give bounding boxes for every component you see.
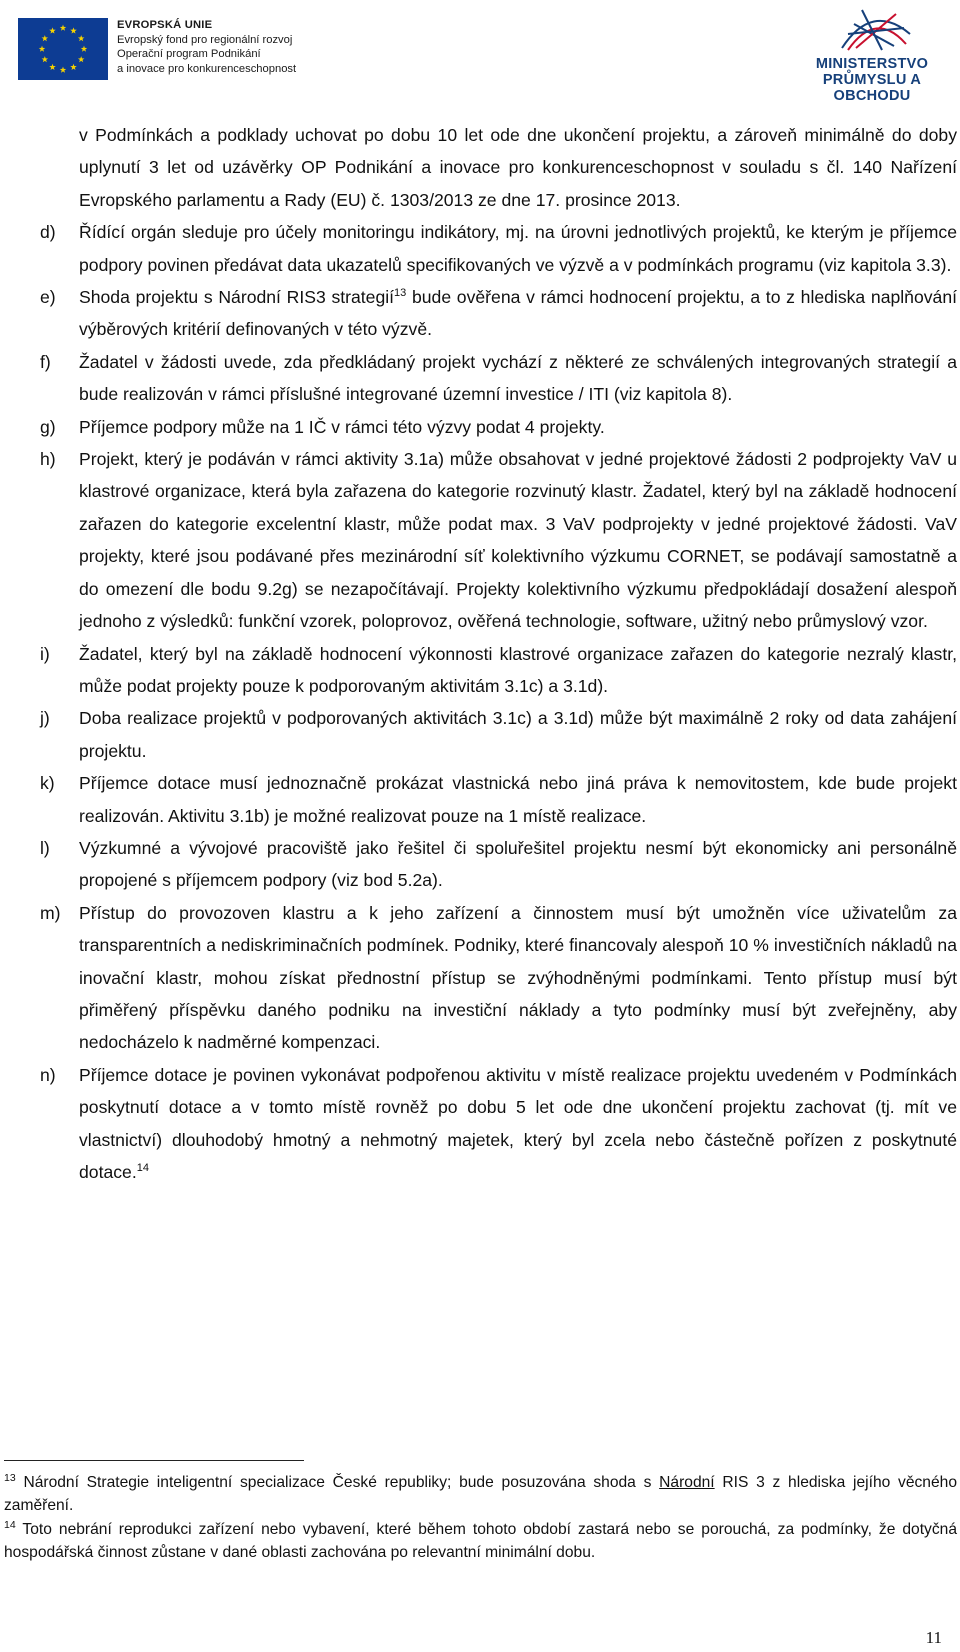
eu-fund-line: Evropský fond pro regionální rozvoj [117,33,293,46]
footnote-14 [4,1519,957,1564]
eu-programme-line-2: a inovace pro konkurenceschopnost [117,62,297,75]
list-item-e [40,281,957,346]
document-body [40,119,957,1188]
list-item-m [40,897,957,1059]
list-item-f [40,346,957,411]
item-label: g) [40,416,56,437]
mpo-logo [792,4,952,104]
item-label: e) [40,287,56,308]
mpo-line-2: PRŮMYSLU A OBCHODU [822,72,922,104]
list-item-h [40,443,957,637]
item-label: n) [40,1064,56,1085]
page-header [0,0,960,104]
footnote-text-cont: RIS 3 z hlediska jejího věcného zaměření. [4,1474,957,1514]
item-label: i) [40,643,50,664]
item-text: Přístup do provozoven klastru a k jeho zařízení a činnostem musí být umožněn více uživatelům za transparentních a nediskriminačních podmínek. Podniky, které financovaly alespoň 10 % investičních nákladů na inovační klastr, mohou získat přednostní přístup se zvýhodněnými podmínkami. Tento přístup musí být přiměřený příspěvku daného podniku na investiční náklady a tyto podmínky musí být zveřejněny, aby nedocházelo k nadměrné kompenzaci. [79,902,957,1053]
eu-programme-line: Operační program Podnikání [117,48,261,60]
footnote-underlined: Národní [659,1474,715,1491]
item-text: Žadatel v žádosti uvede, zda předkládaný projekt vychází z některé ze schválených integrovaných strategií a bude realizován v rámci příslušné integrované územní investice / ITI (viz kapitola 8). [79,351,957,405]
footnote-text: Toto nebrání reprodukci zařízení nebo vybavení, které během tohoto období zastará nebo se porouchá, za podmínky, že dotyčná hospodářská činnost zůstane v dané oblasti zachována po relevantní minimální dobu. [4,1521,957,1561]
mpo-line-1: MINISTERSTVO [815,56,929,72]
footnote-divider [4,1460,304,1461]
list-item-l [40,832,957,897]
list-item-j [40,702,957,767]
item-text: Výzkumné a vývojové pracoviště jako řešitel či spoluřešitel projektu nesmí být ekonomicky ani personálně propojené s příjemcem podpory (viz bod 5.2a). [79,837,957,891]
mpo-emblem-icon [792,4,952,54]
item-label: h) [40,449,56,470]
item-text: Žadatel, který byl na základě hodnocení výkonnosti klastrové organizace zařazen do kategorie nezralý klastr, může podat projekty pouze k podporovaným aktivitám 3.1c) a 3.1d). [79,643,957,696]
item-text: Příjemce podpory může na 1 IČ v rámci této výzvy podat 4 projekty. [79,416,605,437]
footnote-ref-14[interactable]: 14 [136,1162,149,1174]
footnote-ref-13[interactable]: 13 [394,287,407,300]
footnote-number: 13 [4,1472,16,1484]
eu-title: EVROPSKÁ UNIE [117,19,213,31]
list-item-g [40,411,957,443]
eu-flag-logo [18,18,108,80]
intro-paragraph: v Podmínkách a podklady uchovat po dobu 10 let ode dne ukončení projektu, a zároveň minimálně do doby uplynutí 3 let od uzávěrky OP Podnikání a inovace pro konkurenceschopnost v souladu s čl. 140 Nařízení Evropského parlamentu a Rady (EU) č. 1303/2013 ze dne 17. prosince 2013. [79,125,957,210]
item-text: Projekt, který je podáván v rámci aktivity 3.1a) může obsahovat v jedné projektové žádosti 2 podprojekty VaV u klastrové organizace, která byla zařazena do kategorie rozvinutý klastr. Žadatel, který byl na základě hodnocení zařazen do kategorie excelentní klastr, může podat max. 3 VaV podprojekty v jedné projektové žádosti. VaV projekty, které jsou podávané přes mezinárodní síť kolektivního výzkumu CORNET, se podávají samostatně a do omezení dle bodu 9.2g) se nezapočítávají. Projekty kolektivního výzkumu předpokládají dosažení alespoň jednoho z výsledků: funkční vzorek, poloprovoz, ověřená technologie, software, užitný nebo průmyslový vzor. [79,449,957,632]
item-label: d) [40,222,56,243]
list-item-d [40,216,957,281]
item-label: m) [40,902,61,923]
item-text: Příjemce dotace musí jednoznačně prokázat vlastnická nebo jiná práva k nemovitostem, kde bude projekt realizován. Aktivitu 3.1b) je možné realizovat pouze na 1 místě realizace. [79,773,957,826]
mpo-logo-text [792,56,952,104]
footnote-number: 14 [4,1519,16,1531]
item-label: l) [40,837,50,858]
item-text-cont: bude ověřena v rámci hodnocení projektu, a to z hlediska naplňování výběrových kritérií definovaných v této výzvě. [79,287,957,340]
list-item-n [40,1059,957,1189]
item-label: j) [40,708,50,729]
item-text: Příjemce dotace je povinen vykonávat podpořenou aktivitu v místě realizace projektu uvedeném v Podmínkách poskytnutí dotace a v tomto místě rovněž po dobu 5 let ode dne ukončení projektu zachovat (tj. mít ve vlastnictví) dlouhodobý hmotný a nehmotný majetek, který byl zcela nebo částečně pořízen z poskytnuté dotace. [79,1064,957,1182]
eu-logo-text [117,18,296,76]
item-text: Řídící orgán sleduje pro účely monitoringu indikátory, mj. na úrovni jednotlivých projektů, ke kterým je příjemce podpory povinen předávat data ukazatelů specifikovaných ve výzvě a v podmínkách programu (viz kapitola 3.3). [79,222,957,275]
list-item-i [40,638,957,703]
page-number: 11 [925,1628,942,1647]
footnotes [4,1472,957,1566]
item-label: f) [40,351,51,372]
footnote-text: Národní Strategie inteligentní specializace České republiky; bude posuzována shoda s [23,1474,660,1491]
list-item-k [40,767,957,832]
footnote-13 [4,1472,957,1517]
item-label: k) [40,773,55,794]
item-text: Shoda projektu s Národní RIS3 strategií [79,287,395,308]
item-text: Doba realizace projektů v podporovaných aktivitách 3.1c) a 3.1d) může být maximálně 2 roky od data zahájení projektu. [79,708,957,761]
